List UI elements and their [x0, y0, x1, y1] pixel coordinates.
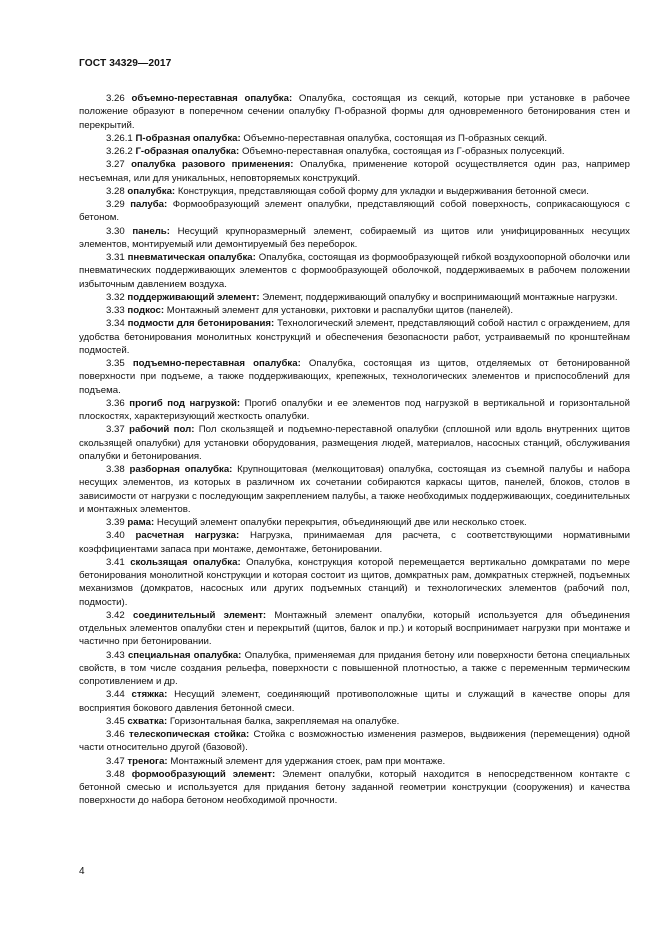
- entry-number: 3.46: [106, 729, 125, 740]
- entry-term: рабочий пол:: [129, 424, 195, 436]
- entry-number: 3.39: [106, 517, 125, 528]
- entry-number: 3.26: [106, 93, 125, 104]
- definition-entry: [79, 158, 630, 185]
- entry-term: формообразующий элемент:: [131, 768, 276, 780]
- entry-term: рама:: [127, 517, 155, 528]
- entry-definition: Технологический элемент, представляющий собой настил с ограждением, для удобства бетонирования монолитных конструкций и обеспечения безопасности работ, устраиваемый по кронштейнам подмостей.: [79, 318, 630, 356]
- definition-entry: [79, 609, 630, 649]
- entry-definition: Элемент, поддерживающий опалубку и воспринимающий монтажные нагрузки.: [262, 291, 618, 303]
- entry-number: 3.28: [106, 185, 125, 197]
- entry-term: П-образная опалубка:: [135, 132, 241, 144]
- definition-entry: [79, 291, 630, 304]
- definition-entry: [79, 185, 630, 198]
- entry-definition: Прогиб опалубки и ее элементов под нагрузкой в вертикальной и горизонтальной плоскостях, характеризующий жесткость опалубки.: [79, 397, 630, 422]
- definition-entry: [79, 317, 630, 357]
- definition-entry: [79, 397, 630, 424]
- entry-definition: Опалубка, состоящая из секций, которые при установке в рабочее положение образуют в поперечном сечении опалубку П-образной формы для одновременного бетонирования стен и перекрытий.: [79, 93, 630, 131]
- entry-term: пневматическая опалубка:: [127, 252, 256, 263]
- definition-entry: [79, 755, 630, 768]
- entry-definition: Опалубка, состоящая из щитов, отделяемых от бетонированной поверхности при подъеме, а также поддерживающих, крепежных, технологических элементов и приспособлений для подъема.: [79, 358, 630, 396]
- entry-term: опалубка разового применения:: [131, 159, 294, 171]
- entry-number: 3.44: [106, 689, 125, 701]
- entry-number: 3.34: [106, 318, 125, 330]
- entry-definition: Монтажный элемент для установки, рихтовки и распалубки щитов (панелей).: [166, 305, 513, 316]
- definition-entry: [79, 529, 630, 556]
- definition-entry: [79, 649, 630, 689]
- entry-number: 3.37: [106, 424, 125, 436]
- entry-term: Г-образная опалубка:: [135, 146, 240, 157]
- entry-number: 3.31: [106, 252, 125, 263]
- entry-number: 3.40: [106, 530, 125, 542]
- entry-term: скользящая опалубка:: [130, 556, 241, 568]
- entry-definition: Монтажный элемент опалубки, который используется для объединения отдельных элементов опалубки стен и перекрытий (щитов, балок и пр.) и который воспринимает нагрузки при монтаже и частично при бетонировании.: [79, 609, 630, 648]
- definition-entry: [79, 304, 630, 317]
- entry-number: 3.41: [106, 556, 125, 568]
- terms-list: [79, 92, 630, 808]
- definition-entry: [79, 198, 630, 225]
- entry-term: специальная опалубка:: [127, 649, 242, 661]
- definition-entry: [79, 132, 630, 145]
- entry-term: подкос:: [127, 305, 165, 316]
- entry-definition: Опалубка, применение которой осуществляется один раз, например несъемная, или для уникальных, неповторяемых конструкций.: [79, 159, 630, 184]
- entry-term: стяжка:: [131, 689, 168, 701]
- entry-term: поддерживающий элемент:: [127, 291, 260, 303]
- page-header: [79, 58, 171, 69]
- entry-definition: Горизонтальная балка, закрепляемая на опалубке.: [169, 715, 400, 727]
- definition-entry: [79, 145, 630, 158]
- entry-term: прогиб под нагрузкой:: [129, 397, 241, 409]
- entry-number: 3.38: [106, 464, 125, 475]
- entry-definition: Крупнощитовая (мелкощитовая) опалубка, состоящая из съемной палубы и набора несущих элементов, из которых в различном их сочетании собираются каркасы щитов, панелей, блоков, столов в зависимости от нагрузки с последующим закреплением палубы, а также необходимых поддерживающих, соединительных и монтажных элементов.: [79, 464, 630, 515]
- entry-term: разборная опалубка:: [129, 464, 233, 475]
- entry-definition: Опалубка, применяемая для придания бетону или поверхности бетона специальных свойств, в том числе создания рельефа, поверхности с повышенной плотностью, а также с переменным термическим сопротивлением и др.: [79, 649, 630, 687]
- entry-number: 3.29: [106, 199, 125, 210]
- definition-entry: [79, 728, 630, 755]
- definition-entry: [79, 556, 630, 609]
- entry-term: схватка:: [127, 715, 168, 727]
- entry-term: панель:: [132, 225, 170, 237]
- entry-term: телескопическая стойка:: [128, 729, 250, 740]
- entry-number: 3.32: [106, 291, 125, 303]
- entry-number: 3.26.1: [106, 132, 133, 144]
- entry-definition: Формообразующий элемент опалубки, представляющий собой поверхность, соприкасающуюся с бетоном.: [79, 199, 630, 224]
- definition-entry: [79, 463, 630, 516]
- entry-term: подъемно-переставная опалубка:: [132, 358, 301, 369]
- definition-entry: [79, 225, 630, 252]
- definition-entry: [79, 357, 630, 397]
- entry-term: тренога:: [127, 755, 168, 767]
- entry-number: 3.30: [106, 225, 125, 237]
- entry-definition: Объемно-переставная опалубка, состоящая из Г-образных полусекций.: [241, 146, 565, 157]
- entry-number: 3.43: [106, 649, 125, 661]
- entry-number: 3.47: [106, 755, 125, 767]
- entry-definition: Элемент опалубки, который находится в непосредственном контакте с бетонной смесью и используется для придания бетону заданной геометрии конструкции (сооружения) и качества поверхности до набора бетоном необходимой прочности.: [79, 768, 630, 807]
- entry-definition: Нагрузка, принимаемая для расчета, с соответствующими нормативными коэффициентами запаса при монтаже, демонтаже, бетонировании.: [79, 530, 630, 555]
- definition-entry: [79, 516, 630, 529]
- entry-number: 3.42: [106, 609, 125, 621]
- definition-entry: [79, 688, 630, 715]
- entry-definition: Несущий элемент, соединяющий противоположные щиты и служащий в качестве опоры для восприятия бокового давления бетонной смеси.: [79, 689, 630, 714]
- standard-title: ГОСТ 34329—2017: [79, 58, 172, 69]
- entry-term: расчетная нагрузка:: [135, 530, 240, 542]
- entry-definition: Стойка с возможностью изменения размеров, выдвижения (перемещения) одной части относительно другой (базовой).: [79, 729, 630, 754]
- entry-definition: Объемно-переставная опалубка, состоящая из П-образных секций.: [243, 132, 548, 144]
- entry-number: 3.45: [106, 715, 125, 727]
- entry-number: 3.48: [106, 768, 125, 780]
- entry-number: 3.27: [106, 159, 125, 171]
- entry-definition: Пол скользящей и подъемно-переставной опалубки (сплошной или вдоль внутренних щитов скользящей опалубки) для установки оборудования, размещения людей, материалов, насосных станций, обслуживания опалубки и бетонирования.: [79, 424, 630, 462]
- definition-entry: [79, 251, 630, 291]
- entry-term: соединительный элемент:: [132, 609, 267, 621]
- entry-number: 3.33: [106, 305, 125, 316]
- definition-entry: [79, 423, 630, 463]
- definition-entry: [79, 768, 630, 808]
- entry-term: опалубка:: [127, 185, 176, 197]
- entry-number: 3.36: [106, 397, 125, 409]
- definition-entry: [79, 92, 630, 132]
- entry-term: подмости для бетонирования:: [127, 318, 275, 330]
- page-number: 4: [79, 866, 85, 877]
- entry-definition: Опалубка, состоящая из формообразующей гибкой воздухоопорной оболочки или пневматических поддерживающих элементов с формообразующей оболочкой, поддерживаемых в рабочем положении избыточным давлением воздуха.: [79, 252, 630, 290]
- entry-definition: Несущий элемент опалубки перекрытия, объединяющий две или несколько стоек.: [156, 517, 527, 528]
- entry-term: объемно-переставная опалубка:: [131, 93, 293, 104]
- entry-term: палуба:: [130, 199, 168, 210]
- entry-number: 3.26.2: [106, 146, 133, 157]
- entry-number: 3.35: [106, 358, 125, 369]
- entry-definition: Опалубка, конструкция которой перемещается вертикально домкратами по мере бетонирования монолитной конструкции и которая состоит из щитов, домкратных рам, домкратных стержней, подъемных механизмов (домкратов, насосных или других подъемных станций) и технологических элементов (рабочий пол, подмости).: [79, 556, 630, 608]
- entry-definition: Несущий крупноразмерный элемент, собираемый из щитов или унифицированных несущих элементов, монтируемый или демонтируемый без переборок.: [79, 225, 630, 250]
- definition-entry: [79, 715, 630, 728]
- entry-definition: Конструкция, представляющая собой форму для укладки и выдерживания бетонной смеси.: [177, 185, 589, 197]
- entry-definition: Монтажный элемент для удержания стоек, рам при монтаже.: [170, 755, 446, 767]
